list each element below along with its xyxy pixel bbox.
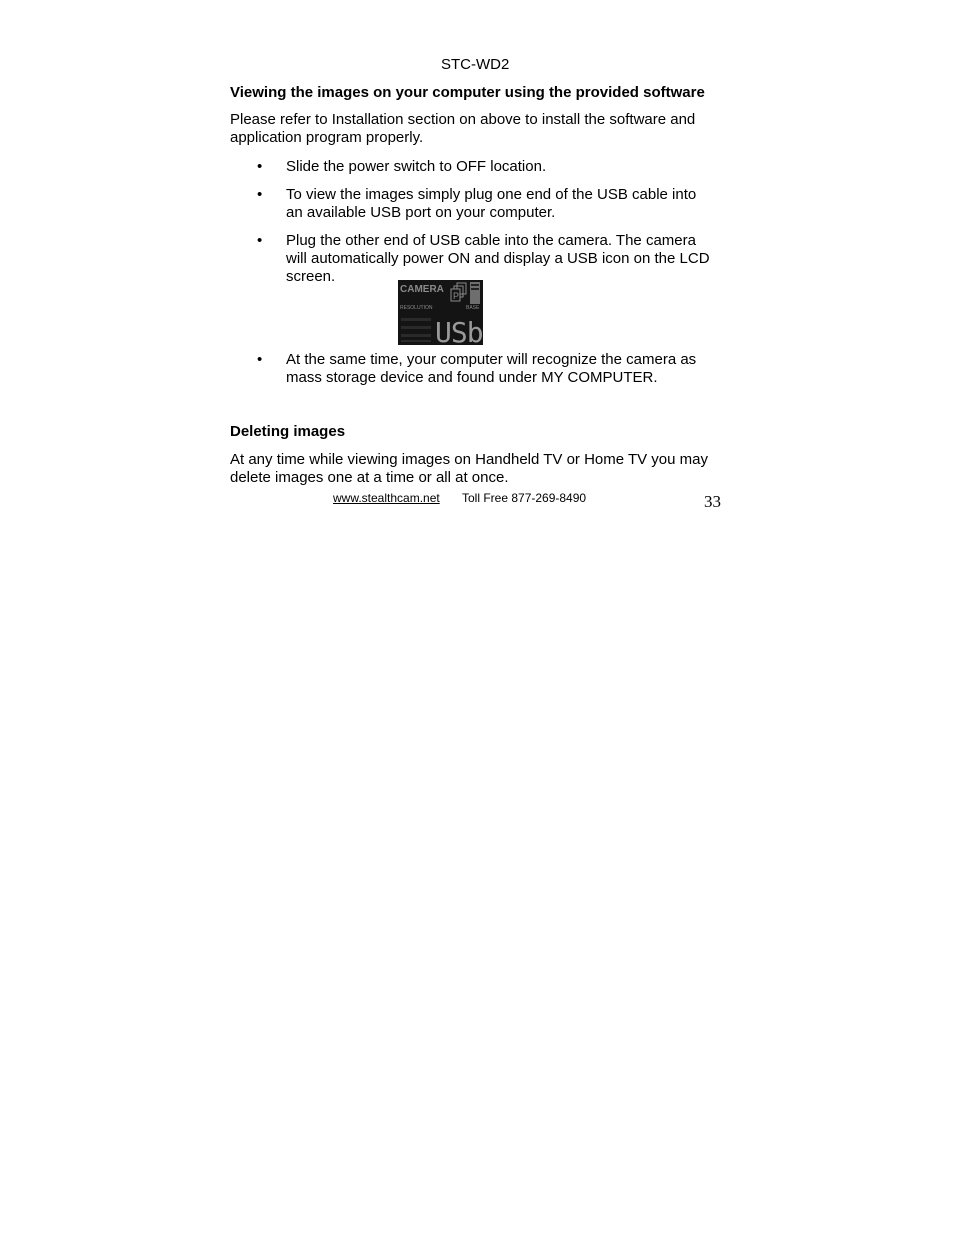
list-item-text: Slide the power switch to OFF location.	[286, 158, 547, 175]
list-item-text: At the same time, your computer will recognize the camera as mass storage device and found under MY COMPUTER.	[286, 351, 697, 386]
lcd-mode-label: CAMERA	[400, 284, 444, 295]
bullet-dot: •	[257, 232, 263, 249]
page-number: 33	[704, 492, 721, 511]
bullet-dot: •	[257, 186, 263, 203]
bullet-dot: •	[257, 158, 263, 175]
page-header-model: STC-WD2	[441, 56, 510, 73]
section-heading-deleting: Deleting images	[230, 423, 346, 440]
lcd-usb-readout: USb	[435, 316, 483, 345]
section-intro-paragraph: Please refer to Installation section on above to install the software and application program properly.	[230, 111, 696, 146]
lcd-resolution-label: RESOLUTION	[400, 305, 433, 311]
list-item-text: Plug the other end of USB cable into the camera. The camera will automatically power ON and display a USB icon on the LCD screen.	[286, 232, 710, 285]
deleting-paragraph: At any time while viewing images on Handheld TV or Home TV you may delete images one at a time or all at once.	[230, 451, 709, 486]
lcd-gauge-icon	[470, 282, 480, 304]
footer-website-link[interactable]: www.stealthcam.net	[333, 491, 440, 505]
footer-phone: Toll Free 877-269-8490	[462, 491, 587, 505]
camera-lcd-usb-icon	[398, 280, 483, 345]
list-item-text: To view the images simply plug one end of the USB cable into an available USB port on your computer.	[286, 186, 697, 221]
bullet-dot: •	[257, 351, 263, 368]
lcd-base-label: BASE	[466, 305, 480, 311]
section-heading-viewing: Viewing the images on your computer using the provided software	[230, 84, 705, 101]
svg-text:P: P	[453, 291, 460, 301]
